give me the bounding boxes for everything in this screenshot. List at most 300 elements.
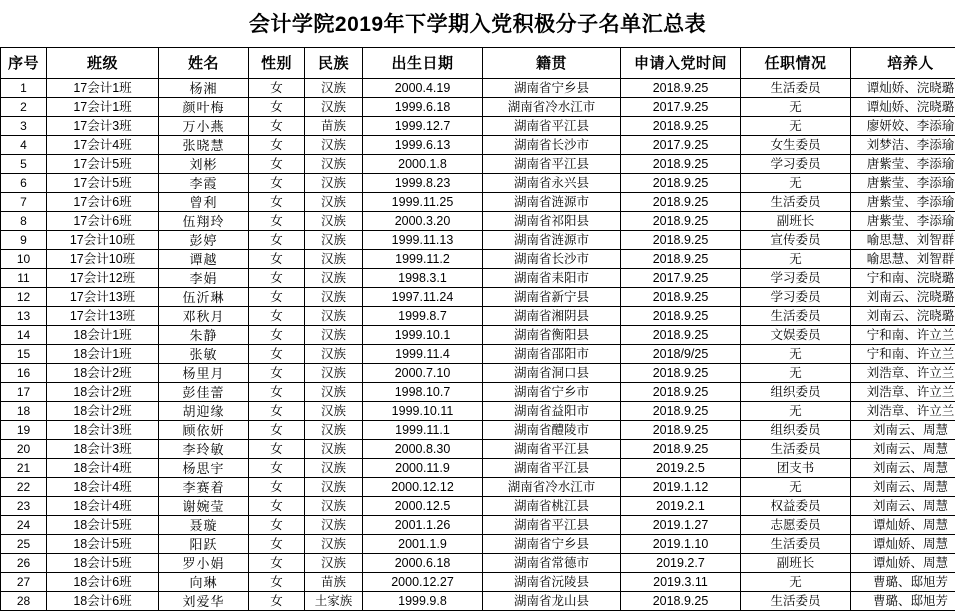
cell-index: 27 — [1, 573, 47, 592]
cell-name: 曾利 — [159, 193, 249, 212]
cell-position: 副班长 — [741, 554, 851, 573]
cell-birthdate: 1997.11.24 — [363, 288, 483, 307]
cell-position: 生活委员 — [741, 592, 851, 611]
cell-ethnicity: 汉族 — [305, 136, 363, 155]
cell-gender: 女 — [249, 554, 305, 573]
cell-ethnicity: 汉族 — [305, 212, 363, 231]
cell-gender: 女 — [249, 459, 305, 478]
cell-native-place: 湖南省衡阳县 — [483, 326, 621, 345]
table-row — [1, 250, 955, 269]
table-body — [1, 79, 955, 611]
column-header-class: 班级 — [47, 48, 159, 79]
cell-ethnicity: 汉族 — [305, 516, 363, 535]
cell-index: 18 — [1, 402, 47, 421]
cell-birthdate: 1999.6.18 — [363, 98, 483, 117]
cell-trainer: 宁和南、许立兰 — [851, 345, 955, 364]
table-row — [1, 288, 955, 307]
cell-birthdate: 2001.1.9 — [363, 535, 483, 554]
cell-native-place: 湖南省耒阳市 — [483, 269, 621, 288]
cell-class: 17会计3班 — [47, 117, 159, 136]
cell-class: 18会计4班 — [47, 459, 159, 478]
cell-gender: 女 — [249, 478, 305, 497]
cell-birthdate: 2000.11.9 — [363, 459, 483, 478]
table-row — [1, 117, 955, 136]
cell-ethnicity: 汉族 — [305, 174, 363, 193]
cell-name: 张晓慧 — [159, 136, 249, 155]
cell-ethnicity: 汉族 — [305, 364, 363, 383]
cell-application-date: 2018.9.25 — [621, 155, 741, 174]
cell-name: 杨湘 — [159, 79, 249, 98]
column-header-name: 姓名 — [159, 48, 249, 79]
cell-application-date: 2018/9/25 — [621, 345, 741, 364]
cell-gender: 女 — [249, 231, 305, 250]
cell-position: 学习委员 — [741, 155, 851, 174]
cell-ethnicity: 汉族 — [305, 383, 363, 402]
cell-ethnicity: 汉族 — [305, 402, 363, 421]
cell-native-place: 湖南省洞口县 — [483, 364, 621, 383]
cell-ethnicity: 汉族 — [305, 79, 363, 98]
cell-name: 伍沂琳 — [159, 288, 249, 307]
cell-name: 颜叶梅 — [159, 98, 249, 117]
cell-index: 5 — [1, 155, 47, 174]
table-row — [1, 79, 955, 98]
cell-position: 无 — [741, 573, 851, 592]
cell-class: 18会计2班 — [47, 402, 159, 421]
cell-ethnicity: 汉族 — [305, 326, 363, 345]
roster-table — [0, 47, 955, 611]
cell-native-place: 湖南省涟源市 — [483, 193, 621, 212]
cell-class: 17会计12班 — [47, 269, 159, 288]
cell-ethnicity: 汉族 — [305, 250, 363, 269]
cell-gender: 女 — [249, 421, 305, 440]
table-row — [1, 212, 955, 231]
cell-gender: 女 — [249, 497, 305, 516]
table-row — [1, 573, 955, 592]
cell-position: 无 — [741, 117, 851, 136]
cell-name: 彭婷 — [159, 231, 249, 250]
cell-gender: 女 — [249, 155, 305, 174]
cell-index: 10 — [1, 250, 47, 269]
cell-application-date: 2019.2.1 — [621, 497, 741, 516]
cell-application-date: 2018.9.25 — [621, 212, 741, 231]
table-row — [1, 554, 955, 573]
cell-application-date: 2019.1.12 — [621, 478, 741, 497]
cell-native-place: 湖南省平江县 — [483, 440, 621, 459]
cell-trainer: 刘南云、浣晓璐 — [851, 288, 955, 307]
cell-position: 权益委员 — [741, 497, 851, 516]
cell-index: 17 — [1, 383, 47, 402]
cell-class: 17会计13班 — [47, 307, 159, 326]
cell-position: 组织委员 — [741, 421, 851, 440]
cell-name: 罗小娟 — [159, 554, 249, 573]
cell-gender: 女 — [249, 269, 305, 288]
column-header-native-place: 籍贯 — [483, 48, 621, 79]
cell-application-date: 2019.3.11 — [621, 573, 741, 592]
cell-trainer: 谭灿娇、浣晓璐 — [851, 79, 955, 98]
cell-native-place: 湖南省新宁县 — [483, 288, 621, 307]
cell-native-place: 湖南省醴陵市 — [483, 421, 621, 440]
cell-application-date: 2018.9.25 — [621, 174, 741, 193]
cell-index: 9 — [1, 231, 47, 250]
cell-trainer: 刘浩章、许立兰 — [851, 364, 955, 383]
cell-name: 万小燕 — [159, 117, 249, 136]
cell-gender: 女 — [249, 307, 305, 326]
cell-ethnicity: 土家族 — [305, 592, 363, 611]
table-header — [1, 48, 955, 79]
cell-native-place: 湖南省邵阳市 — [483, 345, 621, 364]
cell-native-place: 湖南省桃江县 — [483, 497, 621, 516]
table-row — [1, 174, 955, 193]
cell-index: 3 — [1, 117, 47, 136]
cell-birthdate: 2000.3.20 — [363, 212, 483, 231]
cell-application-date: 2017.9.25 — [621, 269, 741, 288]
cell-application-date: 2019.2.7 — [621, 554, 741, 573]
cell-position: 无 — [741, 345, 851, 364]
cell-native-place: 湖南省益阳市 — [483, 402, 621, 421]
cell-trainer: 唐紫莹、李添瑜 — [851, 212, 955, 231]
cell-native-place: 湖南省沅陵县 — [483, 573, 621, 592]
cell-gender: 女 — [249, 193, 305, 212]
table-row — [1, 440, 955, 459]
cell-position: 志愿委员 — [741, 516, 851, 535]
cell-name: 李霞 — [159, 174, 249, 193]
column-header-trainer: 培养人 — [851, 48, 955, 79]
cell-gender: 女 — [249, 174, 305, 193]
cell-index: 24 — [1, 516, 47, 535]
cell-ethnicity: 汉族 — [305, 155, 363, 174]
cell-trainer: 刘南云、周慧 — [851, 459, 955, 478]
cell-gender: 女 — [249, 117, 305, 136]
cell-index: 20 — [1, 440, 47, 459]
cell-birthdate: 1999.11.25 — [363, 193, 483, 212]
cell-trainer: 谭灿娇、浣晓璐 — [851, 98, 955, 117]
cell-native-place: 湖南省永兴县 — [483, 174, 621, 193]
cell-birthdate: 2000.12.12 — [363, 478, 483, 497]
cell-birthdate: 1999.11.2 — [363, 250, 483, 269]
cell-birthdate: 1998.10.7 — [363, 383, 483, 402]
cell-index: 8 — [1, 212, 47, 231]
cell-ethnicity: 汉族 — [305, 459, 363, 478]
cell-position: 无 — [741, 174, 851, 193]
cell-index: 13 — [1, 307, 47, 326]
cell-index: 15 — [1, 345, 47, 364]
cell-gender: 女 — [249, 592, 305, 611]
cell-native-place: 湖南省涟源市 — [483, 231, 621, 250]
cell-name: 阳跃 — [159, 535, 249, 554]
cell-gender: 女 — [249, 402, 305, 421]
cell-class: 17会计10班 — [47, 231, 159, 250]
cell-birthdate: 2000.12.27 — [363, 573, 483, 592]
cell-class: 17会计4班 — [47, 136, 159, 155]
cell-trainer: 谭灿娇、周慧 — [851, 535, 955, 554]
cell-birthdate: 1999.11.1 — [363, 421, 483, 440]
column-header-gender: 性别 — [249, 48, 305, 79]
cell-birthdate: 1999.12.7 — [363, 117, 483, 136]
cell-position: 生活委员 — [741, 193, 851, 212]
cell-trainer: 谭灿娇、周慧 — [851, 516, 955, 535]
cell-index: 6 — [1, 174, 47, 193]
cell-application-date: 2018.9.25 — [621, 402, 741, 421]
column-header-index: 序号 — [1, 48, 47, 79]
cell-birthdate: 1999.8.7 — [363, 307, 483, 326]
cell-trainer: 唐紫莹、李添瑜 — [851, 193, 955, 212]
cell-gender: 女 — [249, 98, 305, 117]
cell-index: 21 — [1, 459, 47, 478]
table-row — [1, 497, 955, 516]
cell-trainer: 唐紫莹、李添瑜 — [851, 174, 955, 193]
cell-ethnicity: 汉族 — [305, 440, 363, 459]
cell-trainer: 刘南云、浣晓璐 — [851, 307, 955, 326]
cell-ethnicity: 汉族 — [305, 288, 363, 307]
cell-trainer: 曹璐、邸旭芳 — [851, 592, 955, 611]
cell-trainer: 刘梦洁、李添瑜 — [851, 136, 955, 155]
cell-application-date: 2018.9.25 — [621, 288, 741, 307]
cell-birthdate: 2000.8.30 — [363, 440, 483, 459]
cell-trainer: 喻思慧、刘智群 — [851, 231, 955, 250]
cell-native-place: 湖南省冷水江市 — [483, 98, 621, 117]
cell-trainer: 宁和南、许立兰 — [851, 326, 955, 345]
cell-name: 杨里月 — [159, 364, 249, 383]
table-row — [1, 402, 955, 421]
cell-native-place: 湖南省常德市 — [483, 554, 621, 573]
cell-gender: 女 — [249, 364, 305, 383]
cell-application-date: 2018.9.25 — [621, 250, 741, 269]
cell-name: 李娟 — [159, 269, 249, 288]
table-row — [1, 136, 955, 155]
cell-trainer: 刘南云、周慧 — [851, 497, 955, 516]
table-row — [1, 269, 955, 288]
cell-application-date: 2018.9.25 — [621, 383, 741, 402]
cell-gender: 女 — [249, 79, 305, 98]
cell-gender: 女 — [249, 326, 305, 345]
cell-position: 无 — [741, 364, 851, 383]
cell-index: 12 — [1, 288, 47, 307]
cell-class: 18会计6班 — [47, 573, 159, 592]
cell-name: 杨思宇 — [159, 459, 249, 478]
cell-position: 生活委员 — [741, 440, 851, 459]
cell-native-place: 湖南省宁乡县 — [483, 79, 621, 98]
cell-native-place: 湖南省平江县 — [483, 117, 621, 136]
page-title: 会计学院2019年下学期入党积极分子名单汇总表 — [0, 0, 955, 47]
cell-name: 彭佳蕾 — [159, 383, 249, 402]
header-row — [1, 48, 955, 79]
cell-name: 向琳 — [159, 573, 249, 592]
cell-native-place: 湖南省冷水江市 — [483, 478, 621, 497]
table-row — [1, 155, 955, 174]
cell-application-date: 2018.9.25 — [621, 592, 741, 611]
cell-class: 18会计5班 — [47, 535, 159, 554]
cell-birthdate: 1999.8.23 — [363, 174, 483, 193]
table-row — [1, 193, 955, 212]
cell-position: 无 — [741, 478, 851, 497]
cell-index: 14 — [1, 326, 47, 345]
table-row — [1, 478, 955, 497]
cell-ethnicity: 汉族 — [305, 497, 363, 516]
cell-name: 刘爱华 — [159, 592, 249, 611]
cell-application-date: 2017.9.25 — [621, 98, 741, 117]
cell-gender: 女 — [249, 573, 305, 592]
cell-ethnicity: 汉族 — [305, 345, 363, 364]
cell-gender: 女 — [249, 250, 305, 269]
cell-application-date: 2018.9.25 — [621, 193, 741, 212]
cell-position: 无 — [741, 250, 851, 269]
cell-trainer: 宁和南、浣晓璐 — [851, 269, 955, 288]
cell-position: 生活委员 — [741, 535, 851, 554]
cell-class: 18会计4班 — [47, 497, 159, 516]
cell-position: 文娱委员 — [741, 326, 851, 345]
cell-position: 团支书 — [741, 459, 851, 478]
cell-native-place: 湖南省湘阴县 — [483, 307, 621, 326]
cell-native-place: 湖南省宁乡县 — [483, 535, 621, 554]
table-row — [1, 326, 955, 345]
cell-birthdate: 1999.10.11 — [363, 402, 483, 421]
cell-trainer: 刘浩章、许立兰 — [851, 383, 955, 402]
cell-class: 17会计5班 — [47, 174, 159, 193]
table-row — [1, 592, 955, 611]
cell-birthdate: 2000.12.5 — [363, 497, 483, 516]
cell-class: 18会计5班 — [47, 554, 159, 573]
cell-native-place: 湖南省长沙市 — [483, 250, 621, 269]
table-row — [1, 345, 955, 364]
table-row — [1, 535, 955, 554]
cell-index: 26 — [1, 554, 47, 573]
cell-trainer: 刘南云、周慧 — [851, 478, 955, 497]
cell-trainer: 刘浩章、许立兰 — [851, 402, 955, 421]
table-row — [1, 231, 955, 250]
column-header-position: 任职情况 — [741, 48, 851, 79]
cell-class: 17会计10班 — [47, 250, 159, 269]
cell-gender: 女 — [249, 516, 305, 535]
cell-native-place: 湖南省平江县 — [483, 155, 621, 174]
cell-name: 张敏 — [159, 345, 249, 364]
cell-native-place: 湖南省龙山县 — [483, 592, 621, 611]
cell-position: 无 — [741, 402, 851, 421]
cell-class: 18会计6班 — [47, 592, 159, 611]
cell-ethnicity: 汉族 — [305, 269, 363, 288]
cell-name: 李赛着 — [159, 478, 249, 497]
cell-index: 25 — [1, 535, 47, 554]
cell-gender: 女 — [249, 440, 305, 459]
cell-position: 学习委员 — [741, 269, 851, 288]
cell-gender: 女 — [249, 288, 305, 307]
cell-native-place: 湖南省宁乡市 — [483, 383, 621, 402]
table-row — [1, 98, 955, 117]
cell-trainer: 唐紫莹、李添瑜 — [851, 155, 955, 174]
cell-class: 17会计1班 — [47, 98, 159, 117]
cell-name: 李玲敏 — [159, 440, 249, 459]
cell-ethnicity: 汉族 — [305, 98, 363, 117]
cell-birthdate: 2000.6.18 — [363, 554, 483, 573]
cell-name: 聂璇 — [159, 516, 249, 535]
cell-class: 18会计2班 — [47, 364, 159, 383]
cell-class: 17会计5班 — [47, 155, 159, 174]
cell-application-date: 2019.1.10 — [621, 535, 741, 554]
cell-gender: 女 — [249, 136, 305, 155]
cell-class: 17会计6班 — [47, 193, 159, 212]
cell-name: 刘彬 — [159, 155, 249, 174]
cell-birthdate: 2000.4.19 — [363, 79, 483, 98]
column-header-birthdate: 出生日期 — [363, 48, 483, 79]
cell-birthdate: 2001.1.26 — [363, 516, 483, 535]
cell-ethnicity: 汉族 — [305, 554, 363, 573]
cell-name: 顾依妍 — [159, 421, 249, 440]
cell-index: 19 — [1, 421, 47, 440]
cell-application-date: 2019.1.27 — [621, 516, 741, 535]
cell-birthdate: 1999.10.1 — [363, 326, 483, 345]
cell-trainer: 谭灿娇、周慧 — [851, 554, 955, 573]
cell-position: 生活委员 — [741, 307, 851, 326]
cell-class: 18会计2班 — [47, 383, 159, 402]
cell-ethnicity: 汉族 — [305, 231, 363, 250]
cell-index: 23 — [1, 497, 47, 516]
cell-application-date: 2018.9.25 — [621, 79, 741, 98]
cell-trainer: 刘南云、周慧 — [851, 421, 955, 440]
cell-gender: 女 — [249, 345, 305, 364]
cell-class: 18会计1班 — [47, 345, 159, 364]
cell-ethnicity: 汉族 — [305, 193, 363, 212]
cell-name: 朱静 — [159, 326, 249, 345]
cell-name: 胡迎缘 — [159, 402, 249, 421]
cell-birthdate: 1999.6.13 — [363, 136, 483, 155]
cell-name: 邓秋月 — [159, 307, 249, 326]
cell-class: 18会计3班 — [47, 421, 159, 440]
cell-application-date: 2018.9.25 — [621, 307, 741, 326]
table-row — [1, 421, 955, 440]
cell-class: 18会计1班 — [47, 326, 159, 345]
cell-birthdate: 2000.1.8 — [363, 155, 483, 174]
cell-native-place: 湖南省祁阳县 — [483, 212, 621, 231]
cell-index: 7 — [1, 193, 47, 212]
cell-index: 22 — [1, 478, 47, 497]
cell-ethnicity: 汉族 — [305, 307, 363, 326]
cell-trainer: 曹璐、邸旭芳 — [851, 573, 955, 592]
column-header-ethnicity: 民族 — [305, 48, 363, 79]
table-row — [1, 364, 955, 383]
cell-native-place: 湖南省长沙市 — [483, 136, 621, 155]
column-header-application-date: 申请入党时间 — [621, 48, 741, 79]
cell-position: 生活委员 — [741, 79, 851, 98]
table-row — [1, 459, 955, 478]
cell-position: 副班长 — [741, 212, 851, 231]
cell-birthdate: 1998.3.1 — [363, 269, 483, 288]
cell-position: 宣传委员 — [741, 231, 851, 250]
cell-class: 18会计3班 — [47, 440, 159, 459]
cell-application-date: 2018.9.25 — [621, 231, 741, 250]
cell-index: 4 — [1, 136, 47, 155]
cell-application-date: 2018.9.25 — [621, 117, 741, 136]
cell-class: 18会计4班 — [47, 478, 159, 497]
cell-name: 谭越 — [159, 250, 249, 269]
cell-ethnicity: 汉族 — [305, 535, 363, 554]
cell-gender: 女 — [249, 212, 305, 231]
cell-trainer: 喻思慧、刘智群 — [851, 250, 955, 269]
cell-native-place: 湖南省平江县 — [483, 459, 621, 478]
cell-position: 组织委员 — [741, 383, 851, 402]
cell-gender: 女 — [249, 383, 305, 402]
cell-ethnicity: 汉族 — [305, 421, 363, 440]
cell-class: 17会计13班 — [47, 288, 159, 307]
cell-ethnicity: 苗族 — [305, 573, 363, 592]
cell-position: 学习委员 — [741, 288, 851, 307]
table-row — [1, 307, 955, 326]
cell-native-place: 湖南省平江县 — [483, 516, 621, 535]
cell-birthdate: 1999.11.4 — [363, 345, 483, 364]
cell-name: 谢婉莹 — [159, 497, 249, 516]
cell-index: 1 — [1, 79, 47, 98]
cell-position: 无 — [741, 98, 851, 117]
cell-name: 伍翔玲 — [159, 212, 249, 231]
cell-position: 女生委员 — [741, 136, 851, 155]
